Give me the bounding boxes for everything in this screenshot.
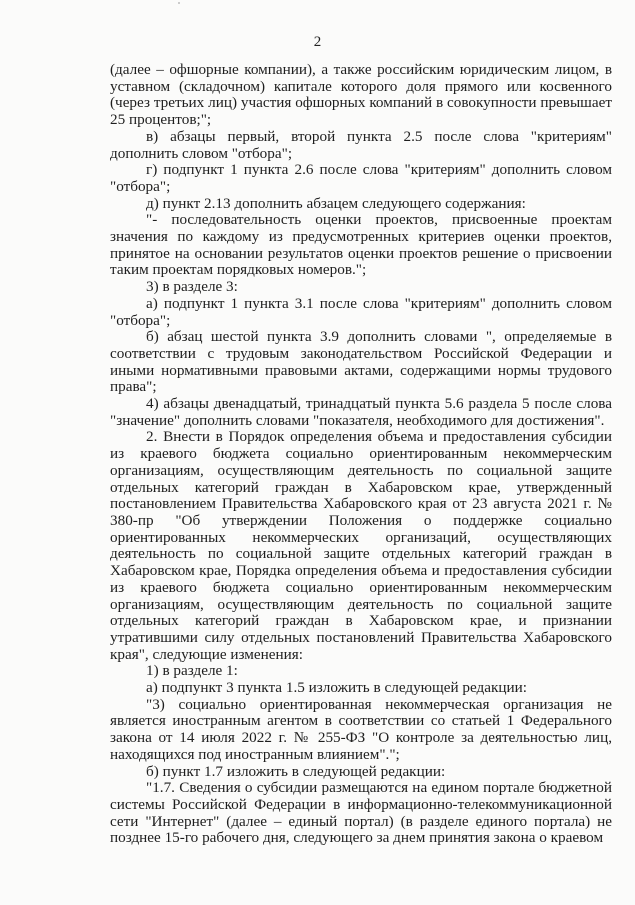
paragraph-9: 4) абзацы двенадцатый, тринадцатый пункта 5.6 раздела 5 после слова "значение" дополнить словами "показателя, необходимого для достижения". — [110, 395, 612, 429]
paragraph-5: "- последовательность оценки проектов, присвоенные проектам значения по каждому из предусмотренных критериев оценки проектов, принятое на основании результатов оценки проектов решение о присвоении таким проектам порядковых номеров."; — [110, 211, 612, 279]
paragraph-12: а) подпункт 3 пункта 1.5 изложить в следующей редакции: — [146, 679, 527, 697]
paragraph-7: а) подпункт 1 пункта 3.1 после слова "критериям" дополнить словом "отбора"; — [110, 294, 612, 329]
document-body — [110, 62, 612, 847]
paragraph-11: 1) в разделе 1: — [146, 662, 238, 680]
paragraph-1: (далее – офшорные компании), а также российским юридическим лицом, в уставном (складочном) капитале которого доля прямого или косвенного (через третьих лиц) участия офшорных компаний в совокупности превышает 25 процентов;"; — [110, 61, 612, 129]
paragraph-8: б) абзац шестой пункта 3.9 дополнить словами ", определяемые в соответствии с трудовым законодательством Российской Федерации и иными нормативными правовыми актами, содержащими нормы трудового права"; — [110, 328, 612, 396]
paragraph-13: "3) социально ориентированная некоммерческая организация не является иностранным агентом в соответствии со статьей 1 Федерального закона от 14 июля 2022 г. № 255-ФЗ "О контроле за деятельностью лиц, находящихся под иностранным влиянием"."; — [110, 695, 612, 763]
paragraph-14: б) пункт 1.7 изложить в следующей редакции: — [146, 762, 446, 780]
paragraph-10: 2. Внести в Порядок определения объема и предоставления субсидии из краевого бюджета социально ориентированным некоммерческим организациям, осуществляющим деятельность по социальной защите отдельных категорий граждан в Хабаровском крае, утвержденный постановлением Правительства Хабаровского края от 23 августа 2021 г. № 380-пр "Об утверждении Положения о поддержке социально ориентированных некоммерческих организаций, осуществляющих деятельность по социальной защите отдельных категорий граждан в Хабаровском крае, Порядка определения объема и предоставления субсидии из краевого бюджета социально ориентированным некоммерческим организациям, осуществляющим деятельность по социальной защите отдельных категорий граждан в Хабаровском крае, и признании утратившими силу отдельных постановлений Правительства Хабаровского края", следующие изменения: — [110, 428, 612, 663]
paragraph-3: г) подпункт 1 пункта 2.6 после слова "критериям" дополнить словом "отбора"; — [110, 161, 612, 195]
paragraph-6: 3) в разделе 3: — [146, 278, 238, 296]
paragraph-2: в) абзацы первый, второй пункта 2.5 после слова "критериям" дополнить словом "отбора"; — [110, 127, 612, 162]
paragraph-15: "1.7. Сведения о субсидии размещаются на едином портале бюджетной системы Российской Федерации в информационно-телекоммуникационной сети "Интернет" (далее – единый портал) (в разделе единого портала) не позднее 15-го рабочего дня, следующего за днем принятия закона о краевом — [110, 779, 612, 847]
paragraph-4: д) пункт 2.13 дополнить абзацем следующего содержания: — [146, 194, 526, 212]
page-number: 2 — [313, 34, 322, 50]
scan-speck — [178, 2, 180, 4]
